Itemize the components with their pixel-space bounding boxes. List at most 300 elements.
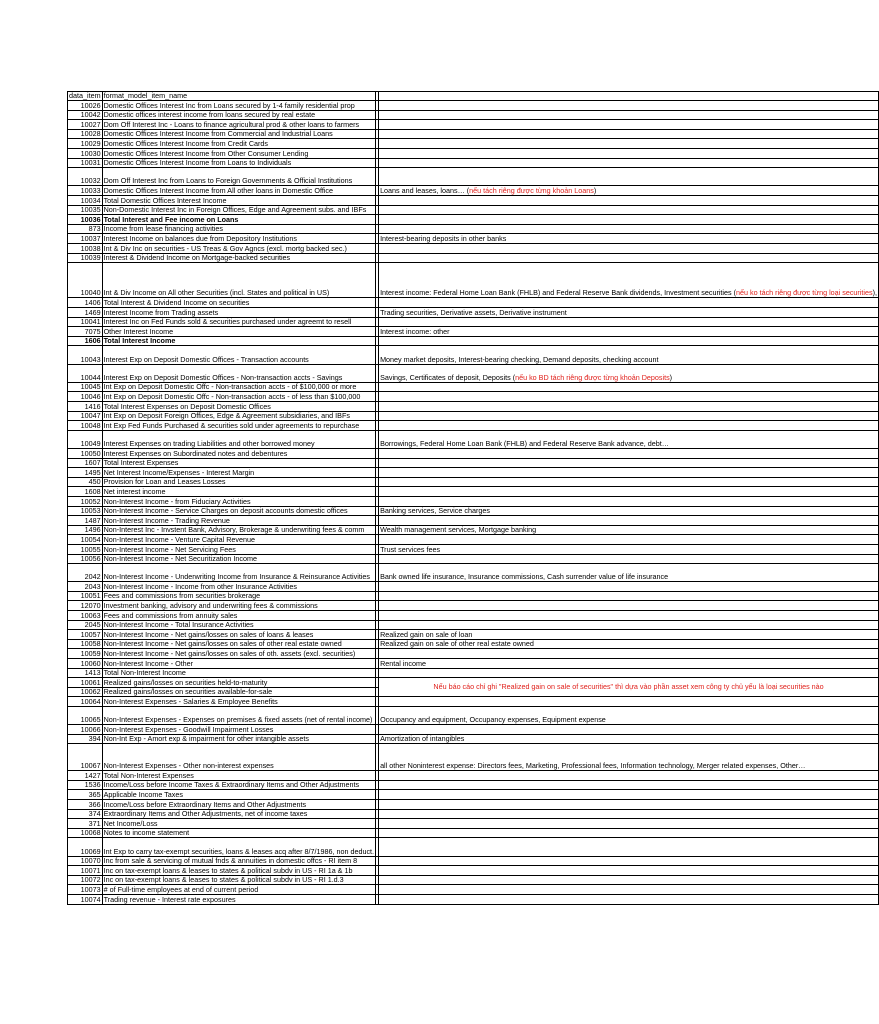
item-name-cell: Trading revenue - Interest rate exposures [102, 894, 375, 904]
item-name-cell: Domestic Offices Interest Income from Commercial and Industrial Loans [102, 129, 375, 139]
note-cell [379, 611, 879, 621]
table-row [68, 525, 879, 535]
table-row [68, 771, 879, 781]
note-cell [379, 894, 879, 904]
note-cell [379, 468, 879, 478]
data-item-cell: 10047 [68, 411, 103, 421]
note-text: Realized gain on sale of loan [380, 629, 473, 639]
note-cell [379, 516, 879, 526]
table-row [68, 364, 879, 382]
note-cell [379, 477, 879, 487]
table-row [68, 639, 879, 649]
note-cell [379, 819, 879, 829]
table-row [68, 516, 879, 526]
note-cell [379, 790, 879, 800]
note-cell [379, 430, 879, 448]
data-item-cell: 10073 [68, 885, 103, 895]
note-cell [379, 195, 879, 205]
data-item-cell: 10042 [68, 110, 103, 120]
data-item-cell: 10057 [68, 630, 103, 640]
data-item-cell: 394 [68, 734, 103, 744]
data-item-cell: 1427 [68, 771, 103, 781]
item-name-cell: Applicable Income Taxes [102, 790, 375, 800]
data-item-cell: 10051 [68, 591, 103, 601]
table-row [68, 411, 879, 421]
item-name-cell: Int Exp to carry tax-exempt securities, loans & leases acq after 8/7/1986, non deduct. [102, 838, 375, 856]
data-item-cell: 10066 [68, 725, 103, 735]
item-name-cell: Non-Interest Income - Net gains/losses on sales of loans & leases [102, 630, 375, 640]
data-item-cell: 10056 [68, 554, 103, 564]
data-item-cell: 10069 [68, 838, 103, 856]
note-cell [379, 402, 879, 412]
data-item-cell: 10041 [68, 317, 103, 327]
table-row [68, 809, 879, 819]
table-row [68, 838, 879, 856]
table-row [68, 799, 879, 809]
note-text: Rental income [380, 658, 427, 668]
note-text: Borrowings, Federal Home Loan Bank (FHLB) and Federal Reserve Bank advance, debt… [380, 438, 669, 448]
item-name-cell: Non-Interest Income - Income from other Insurance Activities [102, 582, 375, 592]
item-name-cell: Dom Off Interest Inc - Loans to finance agricultural prod & other loans to farmers [102, 120, 375, 130]
data-item-cell: 10035 [68, 205, 103, 215]
table-row [68, 620, 879, 630]
table-row [68, 298, 879, 308]
note-text: all other Noninterest expense: Directors fees, Marketing, Professional fees, Information technology, Merger related expenses, Other… [380, 761, 806, 771]
note-highlight-text: nếu ko tách riêng được từng loại securities [736, 288, 873, 298]
item-name-cell: Domestic Offices Interest Income from Loans to Individuals [102, 158, 375, 168]
note-cell [379, 186, 879, 196]
data-item-cell: 10030 [68, 148, 103, 158]
note-cell [379, 809, 879, 819]
note-text: Savings, Certificates of deposit, Deposits ( [380, 372, 516, 382]
table-row [68, 535, 879, 545]
note-cell [379, 828, 879, 838]
note-cell [379, 224, 879, 234]
item-name-cell: Non-Interest Expenses - Other non-interest expenses [102, 744, 375, 771]
item-name-cell: Inc on tax-exempt loans & leases to states & political subdv in US - RI 1.d.3 [102, 875, 375, 885]
table-row [68, 734, 879, 744]
table-row [68, 875, 879, 885]
data-item-cell: 366 [68, 799, 103, 809]
item-name-cell: Interest Income on balances due from Depository Institutions [102, 234, 375, 244]
table-row [68, 186, 879, 196]
table-row [68, 243, 879, 253]
table-row [68, 120, 879, 130]
item-name-cell: Non-Interest Expenses - Expenses on premises & fixed assets (net of rental income) [102, 707, 375, 725]
item-name-cell: Fees and commissions from securities brokerage [102, 591, 375, 601]
item-name-cell: Total Interest and Fee income on Loans [102, 215, 375, 225]
note-cell [379, 780, 879, 790]
data-item-cell: 10060 [68, 659, 103, 669]
data-item-cell: 10039 [68, 253, 103, 263]
item-name-cell: Total Non-Interest Income [102, 668, 375, 678]
note-cell [379, 799, 879, 809]
item-name-cell: Non-Interest Income - Net Securitization Income [102, 554, 375, 564]
item-name-cell: Non-Interest Expenses - Salaries & Employee Benefits [102, 697, 375, 707]
note-cell [379, 421, 879, 431]
data-item-cell: 1608 [68, 487, 103, 497]
item-name-cell: Interest Inc on Fed Funds sold & securities purchased under agreemt to resell [102, 317, 375, 327]
note-text: Interest income: Federal Home Loan Bank (FHLB) and Federal Reserve Bank dividends, Investment securities ( [380, 288, 737, 298]
table-row [68, 402, 879, 412]
data-item-cell: 10074 [68, 894, 103, 904]
item-name-cell: Total Interest & Dividend Income on securities [102, 298, 375, 308]
item-name-cell: # of Full-time employees at end of current period [102, 885, 375, 895]
table-row [68, 468, 879, 478]
note-cell [379, 734, 879, 744]
table-row [68, 496, 879, 506]
data-item-cell: 10043 [68, 346, 103, 364]
note-text-end: ) [669, 372, 673, 382]
note-cell [379, 298, 879, 308]
table-row [68, 205, 879, 215]
table-row [68, 382, 879, 392]
data-item-cell: 10037 [68, 234, 103, 244]
note-text: Loans and leases, loans… ( [380, 185, 470, 195]
data-item-cell: 10048 [68, 421, 103, 431]
item-name-cell: Dom Off Interest Inc from Loans to Foreign Governments & Official Institutions [102, 168, 375, 186]
data-item-cell: 10034 [68, 195, 103, 205]
item-name-cell: Provision for Loan and Leases Losses [102, 477, 375, 487]
data-item-cell: 12070 [68, 601, 103, 611]
item-name-cell: Int & Div Inc on securities - US Treas & Gov Agncs (excl. mortg backed sec.) [102, 243, 375, 253]
data-item-cell: 10068 [68, 828, 103, 838]
table-row [68, 487, 879, 497]
table-row [68, 101, 879, 111]
item-name-cell: Int Exp Fed Funds Purchased & securities sold under agreements to repurchase [102, 421, 375, 431]
item-name-cell: Interest Expenses on trading Liabilities and other borrowed money [102, 430, 375, 448]
item-name-cell: Non-Domestic Interest Inc in Foreign Offices, Edge and Agreement subs. and IBFs [102, 205, 375, 215]
data-item-cell: 10065 [68, 707, 103, 725]
note-cell [379, 346, 879, 364]
note-text: Money market deposits, Interest-bearing checking, Demand deposits, checking account [380, 354, 659, 364]
table-row [68, 477, 879, 487]
note-cell [379, 659, 879, 669]
data-item-cell: 10062 [68, 687, 103, 697]
table-row [68, 744, 879, 771]
data-item-cell: 10046 [68, 392, 103, 402]
note-cell [379, 697, 879, 707]
note-cell [379, 148, 879, 158]
note-text: Interest-bearing deposits in other banks [380, 233, 507, 243]
item-name-cell: Int Exp on Deposit Domestic Offc - Non-transaction accts - of $100,000 or more [102, 382, 375, 392]
item-name-cell: Other Interest Income [102, 327, 375, 337]
data-item-cell: 450 [68, 477, 103, 487]
table-row [68, 630, 879, 640]
note-highlight-text: nếu ko BD tách riêng được từng khoản Deposits [515, 372, 670, 382]
item-name-cell: Net Interest Income/Expenses - Interest Margin [102, 468, 375, 478]
data-item-cell: 1607 [68, 458, 103, 468]
note-text: Realized gain on sale of other real estate owned [380, 639, 534, 649]
table-row [68, 544, 879, 554]
item-name-cell: Non-Interest Income - Underwriting Income from Insurance & Reinsurance Activities [102, 564, 375, 582]
data-item-cell: 10038 [68, 243, 103, 253]
item-name-cell: Interest Income from Trading assets [102, 308, 375, 318]
table-row [68, 554, 879, 564]
data-item-cell: 1496 [68, 525, 103, 535]
table-row [68, 506, 879, 516]
data-item-cell: 1487 [68, 516, 103, 526]
note-cell [379, 525, 879, 535]
table-row [68, 659, 879, 669]
table-row [68, 195, 879, 205]
table-row [68, 234, 879, 244]
item-name-cell: Extraordinary Items and Other Adjustments, net of income taxes [102, 809, 375, 819]
item-name-cell: Non-Interest Income - Net Servicing Fees [102, 544, 375, 554]
note-cell [379, 707, 879, 725]
data-item-cell: 10029 [68, 139, 103, 149]
item-name-cell: Inc on tax-exempt loans & leases to states & political subdv in US - RI 1a & 1b [102, 866, 375, 876]
header-format-model-item-name: format_model_item_name [102, 92, 375, 101]
data-item-cell: 873 [68, 224, 103, 234]
data-item-cell: 1416 [68, 402, 103, 412]
table-row [68, 649, 879, 659]
data-item-cell: 10032 [68, 168, 103, 186]
note-cell [379, 838, 879, 856]
data-item-cell: 1536 [68, 780, 103, 790]
item-name-cell: Net Income/Loss [102, 819, 375, 829]
note-text-end: ) [593, 185, 597, 195]
item-name-cell: Interest Expenses on Subordinated notes and debentures [102, 448, 375, 458]
note-cell [379, 875, 879, 885]
item-name-cell: Non-Interest Income - Venture Capital Revenue [102, 535, 375, 545]
note-cell [379, 364, 879, 382]
note-cell [379, 139, 879, 149]
note-cell [379, 327, 879, 337]
table-row [68, 263, 879, 298]
note-text: Trading securities, Derivative assets, Derivative instrument [380, 307, 567, 317]
item-name-cell: Int Exp on Deposit Foreign Offices, Edge & Agreement subsidiaries, and IBFs [102, 411, 375, 421]
table-row [68, 448, 879, 458]
table-row [68, 430, 879, 448]
table-row [68, 885, 879, 895]
data-item-cell: 10070 [68, 856, 103, 866]
note-cell [379, 601, 879, 611]
data-item-cell: 10054 [68, 535, 103, 545]
note-cell [379, 496, 879, 506]
note-cell [379, 564, 879, 582]
item-name-cell: Domestic Offices Interest Inc from Loans secured by 1-4 family residential prop [102, 101, 375, 111]
item-name-cell: Inc from sale & servicing of mutual fnds & annuities in domestic offcs - RI item 8 [102, 856, 375, 866]
item-name-cell: Total Interest Expenses [102, 458, 375, 468]
note-cell [379, 168, 879, 186]
note-cell [379, 506, 879, 516]
note-cell [379, 110, 879, 120]
note-cell [379, 317, 879, 327]
data-item-cell: 10063 [68, 611, 103, 621]
note-cell [379, 234, 879, 244]
note-cell [379, 856, 879, 866]
data-item-cell: 10045 [68, 382, 103, 392]
item-name-cell: Income/Loss before Extraordinary Items and Other Adjustments [102, 799, 375, 809]
data-item-cell: 10058 [68, 639, 103, 649]
table-row [68, 611, 879, 621]
table-row [68, 725, 879, 735]
note-cell [379, 308, 879, 318]
note-cell [379, 487, 879, 497]
note-cell [379, 411, 879, 421]
note-cell [379, 448, 879, 458]
data-item-cell: 10072 [68, 875, 103, 885]
note-cell [379, 382, 879, 392]
data-item-cell: 10055 [68, 544, 103, 554]
item-name-cell: Realized gains/losses on securities available-for-sale [102, 687, 375, 697]
data-item-cell: 10026 [68, 101, 103, 111]
table-row [68, 392, 879, 402]
data-item-cell: 10071 [68, 866, 103, 876]
data-item-cell: 10053 [68, 506, 103, 516]
note-text: Occupancy and equipment, Occupancy expenses, Equipment expense [380, 715, 606, 725]
table-row [68, 215, 879, 225]
note-cell [379, 639, 879, 649]
item-name-cell: Net interest income [102, 487, 375, 497]
item-name-cell: Non-Interest Income - from Fiduciary Activities [102, 496, 375, 506]
data-item-cell: 2045 [68, 620, 103, 630]
data-item-cell: 2042 [68, 564, 103, 582]
table-row [68, 110, 879, 120]
table-row [68, 224, 879, 234]
note-cell [379, 668, 879, 678]
data-item-cell: 10028 [68, 129, 103, 139]
table-row [68, 668, 879, 678]
data-item-cell: 10049 [68, 430, 103, 448]
note-cell [379, 582, 879, 592]
table-row [68, 317, 879, 327]
note-cell [379, 885, 879, 895]
note-cell [379, 101, 879, 111]
item-name-cell: Non-Interest Income - Net gains/losses on sales of oth. assets (excl. securities) [102, 649, 375, 659]
table-row [68, 697, 879, 707]
note-cell [379, 215, 879, 225]
data-item-cell: 371 [68, 819, 103, 829]
note-cell [379, 263, 879, 298]
table-row [68, 828, 879, 838]
note-cell [379, 544, 879, 554]
table-row [68, 327, 879, 337]
note-cell [379, 205, 879, 215]
data-item-cell: 10064 [68, 697, 103, 707]
item-name-cell: Non-Int Exp - Amort exp & impairment for other intangible assets [102, 734, 375, 744]
header-note [379, 92, 879, 101]
note-text: Bank owned life insurance, Insurance commissions, Cash surrender value of life insurance [380, 572, 669, 582]
data-item-cell: 10033 [68, 186, 103, 196]
table-row [68, 707, 879, 725]
item-name-cell: Interest Exp on Deposit Domestic Offices - Transaction accounts [102, 346, 375, 364]
data-item-cell: 10050 [68, 448, 103, 458]
note-cell [379, 129, 879, 139]
data-item-cell: 2043 [68, 582, 103, 592]
note-text: Interest income: other [380, 326, 450, 336]
table-row [68, 129, 879, 139]
table-row [68, 678, 879, 688]
item-name-cell: Fees and commissions from annuity sales [102, 611, 375, 621]
table-row [68, 139, 879, 149]
note-cell [379, 649, 879, 659]
note-cell [379, 591, 879, 601]
note-text: Banking services, Service charges [380, 506, 490, 516]
data-item-cell: 10031 [68, 158, 103, 168]
table-row [68, 421, 879, 431]
data-item-cell: 10040 [68, 263, 103, 298]
item-name-cell: Notes to income statement [102, 828, 375, 838]
item-name-cell: Non-Interest Income - Other [102, 659, 375, 669]
data-item-cell: 365 [68, 790, 103, 800]
table-row [68, 819, 879, 829]
table-row [68, 346, 879, 364]
table-row [68, 148, 879, 158]
item-name-cell: Int & Div Income on All other Securities (incl. States and political in US) [102, 263, 375, 298]
table-row [68, 168, 879, 186]
note-cell [379, 725, 879, 735]
note-cell [379, 744, 879, 771]
note-text: Trust services fees [380, 544, 441, 554]
note-cell [379, 620, 879, 630]
item-name-cell: Income from lease financing activities [102, 224, 375, 234]
item-name-cell: Non-Interest Income - Net gains/losses on sales of other real estate owned [102, 639, 375, 649]
table-row [68, 336, 879, 346]
table-row [68, 856, 879, 866]
note-cell [379, 243, 879, 253]
header-row [68, 92, 879, 101]
data-item-cell: 1495 [68, 468, 103, 478]
note-cell [379, 554, 879, 564]
table-row [68, 253, 879, 263]
item-name-cell: Interest & Dividend Income on Mortgage-backed securities [102, 253, 375, 263]
item-name-cell: Investment banking, advisory and underwriting fees & commissions [102, 601, 375, 611]
item-name-cell: Int Exp on Deposit Domestic Offc - Non-transaction accts - of less than $100,000 [102, 392, 375, 402]
note-text: Wealth management services, Mortgage banking [380, 525, 537, 535]
item-name-cell: Domestic offices interest income from loans secured by real estate [102, 110, 375, 120]
item-name-cell: Domestic Offices Interest Income from Other Consumer Lending [102, 148, 375, 158]
note-text: Amortization of intangibles [380, 734, 465, 744]
item-name-cell: Domestic Offices Interest Income from Credit Cards [102, 139, 375, 149]
item-name-cell: Total Interest Expenses on Deposit Domestic Offices [102, 402, 375, 412]
item-name-cell: Domestic Offices Interest Income from All other loans in Domestic Office [102, 186, 375, 196]
table-row [68, 780, 879, 790]
item-name-cell: Total Interest Income [102, 336, 375, 346]
data-item-cell: 10052 [68, 496, 103, 506]
data-item-cell: 7075 [68, 327, 103, 337]
note-cell [379, 458, 879, 468]
item-name-cell: Non-Interest Inc - Invstent Bank, Advisory, Brokerage & underwriting fees & comm [102, 525, 375, 535]
table-row [68, 308, 879, 318]
item-name-cell: Income/Loss before Income Taxes & Extraordinary Items and Other Adjustments [102, 780, 375, 790]
note-cell [379, 678, 879, 697]
note-highlight-text: nếu tách riêng được từng khoản Loans [469, 185, 594, 195]
data-item-cell: 10059 [68, 649, 103, 659]
table-row [68, 564, 879, 582]
table-row [68, 790, 879, 800]
data-item-cell: 1469 [68, 308, 103, 318]
note-highlight-text: Nếu báo cáo chỉ ghi "Realized gain on sale of securities" thì dựa vào phần asset xem công ty chủ yếu là loại securities nào [433, 682, 824, 692]
note-text-end: ), [872, 288, 878, 298]
table-row [68, 458, 879, 468]
note-cell [379, 866, 879, 876]
table-row [68, 582, 879, 592]
note-cell [379, 771, 879, 781]
note-cell [379, 120, 879, 130]
data-item-cell: 1406 [68, 298, 103, 308]
item-name-cell: Realized gains/losses on securities held-to-maturity [102, 678, 375, 688]
data-item-cell: 10061 [68, 678, 103, 688]
data-item-cell: 1413 [68, 668, 103, 678]
income-statement-mapping-table [67, 91, 879, 905]
item-name-cell: Non-Interest Income - Trading Revenue [102, 516, 375, 526]
data-item-cell: 10036 [68, 215, 103, 225]
table-row [68, 591, 879, 601]
data-item-cell: 10027 [68, 120, 103, 130]
item-name-cell: Non-Interest Income - Total Insurance Activities [102, 620, 375, 630]
